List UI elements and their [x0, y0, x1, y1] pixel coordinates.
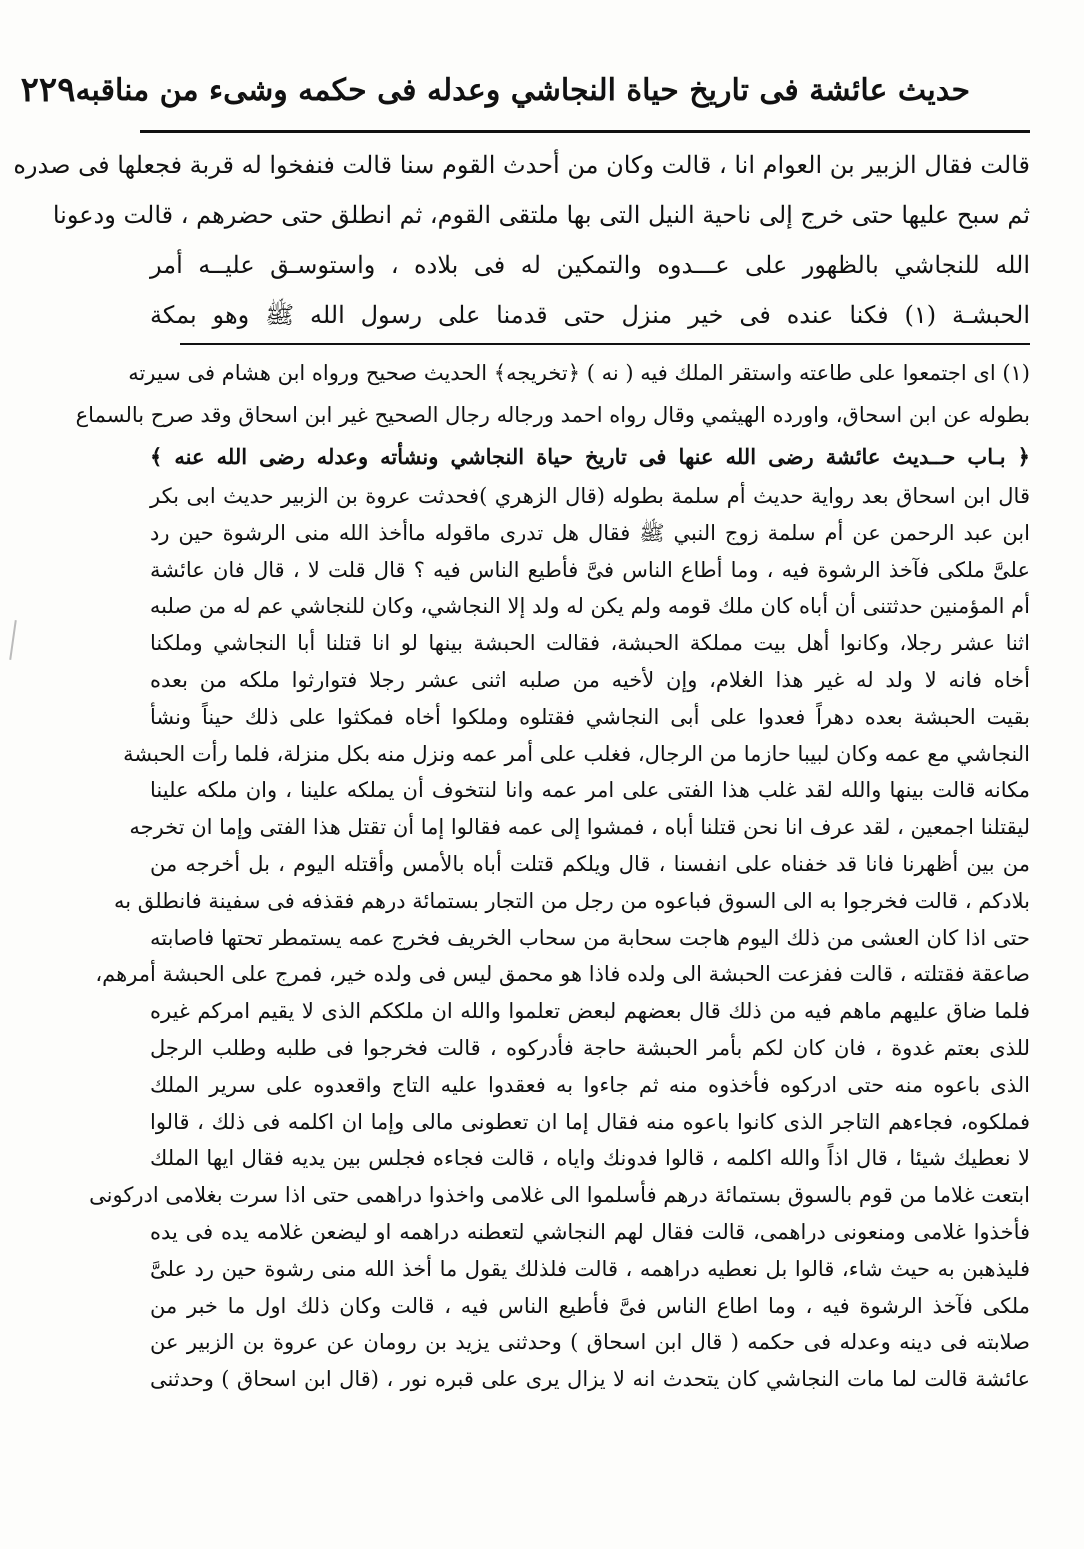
body-line: ليقتلنا اجمعين ، لقد عرف انا نحن قتلنا أباه ، فمشوا إلى عمه فقالوا إما أن تقتل هذا الفتى وإما ان تخرجه: [129, 815, 1030, 840]
running-title: حديث عائشة فى تاريخ حياة النجاشي وعدله فى حكمه وشىء من مناقبه: [75, 72, 970, 108]
footnote-line: (١) اى اجتمعوا على طاعته واستقر الملك فيه ( نه ) ﴿تخريجه﴾ الحديث صحيح ورواه ابن هشام فى سيرته: [128, 361, 1030, 385]
body-line: فلما ضاق عليهم ماهم فيه من ذلك قال بعضهم لبعض تعلموا والله ان ملككم الذى لا يقيم امركم غيره: [150, 999, 1030, 1024]
main-line: قالت فقال الزبير بن العوام انا ، قالت وكان من أحدث القوم سنا قالت فنفخوا له قربة فجعلها فى صدره: [13, 151, 1030, 179]
body-line: حتى اذا كان العشى من ذلك اليوم هاجت سحابة من سحاب الخريف فخرج عمه يستمطر تحتها فاصابته: [150, 925, 1030, 950]
footnote-line: بطوله عن ابن اسحاق، واورده الهيثمي وقال رواه احمد ورجاله رجال الصحيح غير ابن اسحاق وقد صرح بالسماع: [75, 403, 1030, 427]
body-line: علىَّ ملكى فآخذ الرشوة فيه ، وما أطاع الناس فىَّ فأطيع الناس فيه ؟ قال قلت لا ، قال فان عائشة: [150, 557, 1030, 582]
body-line: صاعقة فقتلته ، قالت ففزعت الحبشة الى ولده فاذا هو محمق ليس فى ولده خير، فمرج على الحبشة أمرهم،: [95, 962, 1030, 987]
body-line: الذى باعوه منه حتى ادركوه فأخذوه منه ثم جاءوا به فعقدوا عليه التاج واقعدوه على سرير الملك: [150, 1072, 1030, 1097]
body-line: ابن عبد الرحمن عن أم سلمة زوج النبي ﷺ فقال هل تدرى ماقوله ماأخذ الله منى الرشوة حين رد: [150, 520, 1030, 545]
body-line: أم المؤمنين حدثتنى أن أباه كان ملك قومه ولم يكن له ولد إلا النجاشي، وكان للنجاشي عم له من صلبه: [149, 594, 1030, 619]
margin-scratch: [9, 620, 17, 660]
body-line: صلابته فى دينه وعدله فى حكمه ( قال ابن اسحاق ) وحدثنى يزيد بن رومان عن عروة بن الزبير عن: [150, 1330, 1030, 1355]
main-line: ثم سبح عليها حتى خرج إلى ناحية النيل التى بها ملتقى القوم، ثم انطلق حتى حضرهم ، قالت ودعونا: [52, 201, 1030, 229]
body-line: فليذهبن به حيث شاء، قالوا بل نعطيه دراهمه ، قالت فلذلك يقول ما أخذ الله منى رشوة حين رد علىَّ: [150, 1256, 1030, 1281]
main-text: [13, 140, 1030, 340]
body-line: أخاه فانه لا ولد له غير هذا الغلام، وإن لأخيه من صلبه اثنى عشر رجلا فتوارثوا ملكه من بعده: [150, 667, 1030, 692]
body-line: قال ابن اسحاق بعد رواية حديث أم سلمة بطوله (قال الزهري )فحدثت عروة بن الزبير حديث ابى بكر: [150, 484, 1030, 508]
body-line: النجاشي مع عمه وكان لبيبا حازما من الرجال، فغلب على أمر عمه ونزل منه بكل منزلة، فلما رأت الحبشة: [123, 741, 1030, 766]
body-line: عائشة قالت لما مات النجاشي كان يتحدث انه لا يزال يرى على قبره نور ، (قال ابن اسحاق ) وحدثنى: [150, 1367, 1030, 1392]
body-line: اثنا عشر رجلا، وكانوا أهل بيت مملكة الحبشة، فقالت الحبشة بينها لو انا قتلنا أبا النجاشي وملكنا: [150, 631, 1030, 656]
page-number: ٢٢٩: [20, 70, 76, 110]
main-line: الله للنجاشي بالظهور على عـــدوه والتمكين له فى بلاده ، واستوسـق عليــه أمر: [150, 251, 1030, 279]
body-line: ابتعت غلاما من قوم بالسوق بستمائة درهم فأسلموا الى غلامى واخذوا دراهمى حتى اذا سرت بغلامى ادركونى: [89, 1183, 1030, 1208]
body-text: [89, 478, 1030, 1398]
body-line: لا نعطيك شيئا ، قال اذاً والله اكلمه ، قالوا فدونك واياه ، قالت فجاءه فجلس بين يديه فقال ايها الملك: [150, 1146, 1030, 1171]
body-line: فملكوه، فجاءهم التاجر الذى كانوا باعوه منه فقال إما ان تعطونى مالى وإما ان اكلمه فى ذلك ، قالوا: [150, 1109, 1030, 1134]
body-line: للذى بعتم غدوة ، فان كان لكم بأمر الحبشة حاجة فأدركوه ، قالت فخرجوا فى طلبه وطلب الرجل: [150, 1035, 1030, 1060]
body-line: ملكى فآخذ الرشوة فيه ، وما اطاع الناس فىَّ فأطيع الناس فيه ، قالت وكان ذلك اول ما خبر من: [150, 1293, 1030, 1318]
header-rule: [140, 130, 1030, 133]
footnote-rule: [180, 343, 1030, 345]
footnote-block: [75, 352, 1030, 478]
body-line: مكانه قالت بينها والله لقد غلب هذا الفتى على امر عمه وانا لنتخوف أن يملكه علينا ، وان ملكه علينا: [150, 778, 1030, 803]
page-header: [20, 62, 970, 118]
main-line: الحبشـة (١) فكنا عنده فى خير منزل حتى قدمنا على رسول الله ﷺ وهو بمكة: [150, 301, 1030, 329]
body-line: بلادكم ، قالت فخرجوا به الى السوق فباعوه من رجل من التجار بستمائة درهم فقذفه فى سفينة فانطلق به: [113, 888, 1030, 913]
body-line: فأخذوا غلامى ومنعونى دراهمى، قالت فقال لهم النجاشي لتعطنه دراهمه او ليضعن غلامه يده فى يده: [150, 1219, 1030, 1244]
body-line: من بين أظهرنا فانا قد خفناه على انفسنا ، قال ويلكم قتلت أباه بالأمس وأقتله اليوم ، بل أخرجه من: [150, 851, 1030, 876]
chapter-heading: ﴿ بـاب حــديث عائشة رضى الله عنها فى تاريخ حياة النجاشي ونشأته وعدله رضى الله عنه ﴾: [150, 444, 1030, 469]
body-line: بقيت الحبشة بعده دهراً فعدوا على أبى النجاشي فقتلوه وملكوا أخاه فمكثوا على ذلك حيناً ونشأ: [150, 704, 1030, 729]
